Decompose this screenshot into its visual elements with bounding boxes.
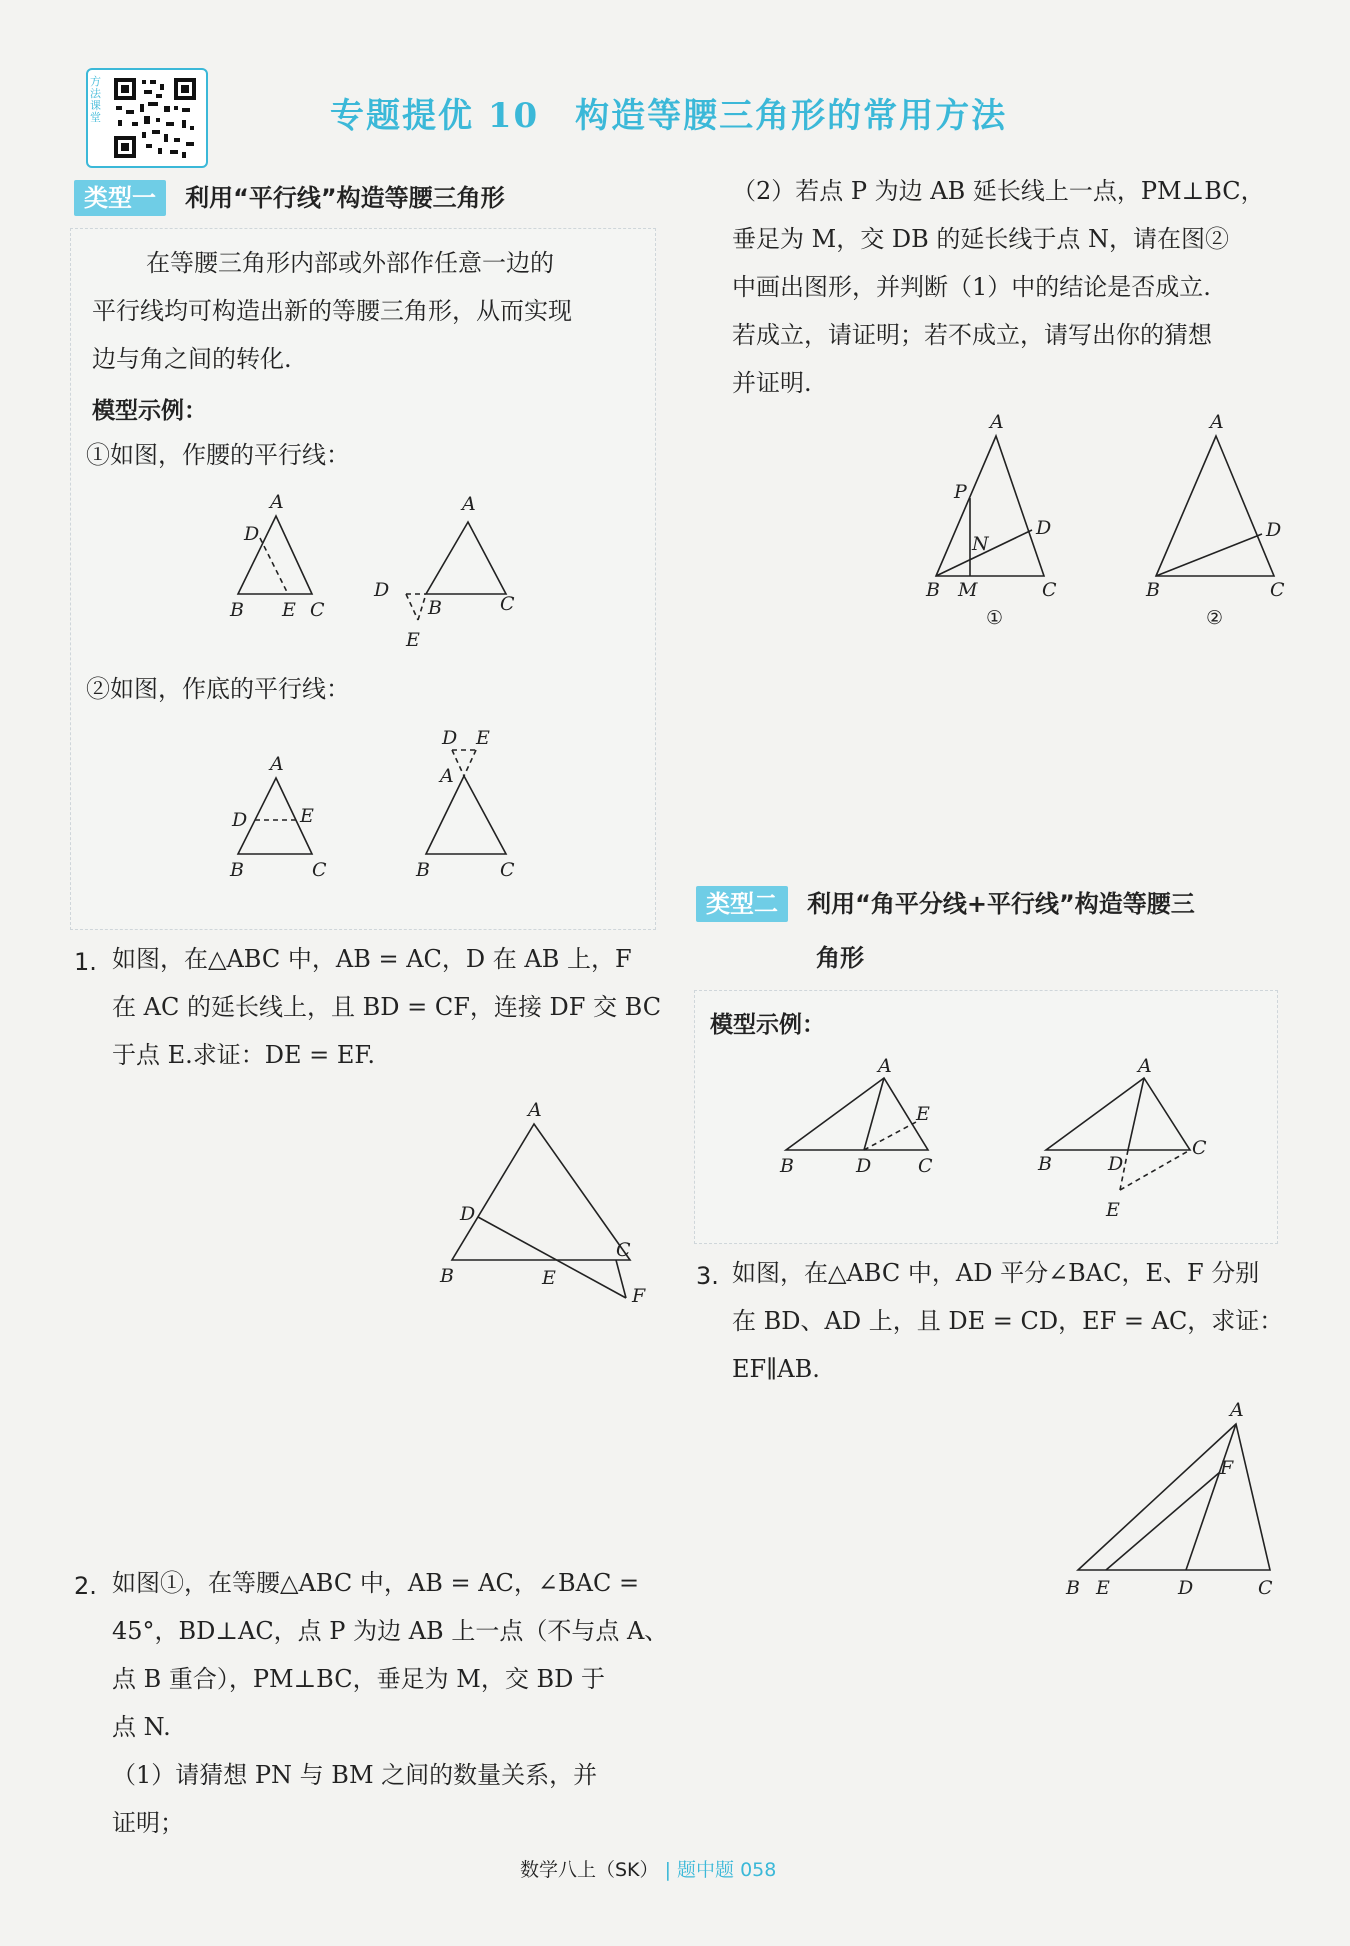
label-a: A bbox=[528, 1099, 542, 1121]
label-p: P bbox=[954, 481, 967, 503]
type2-heading-text: 利用“角平分线+平行线”构造等腰三 bbox=[807, 890, 1195, 918]
q1-number: 1. bbox=[74, 948, 97, 976]
label-a: A bbox=[878, 1055, 892, 1077]
label-d4: D bbox=[442, 727, 458, 749]
type1-tag: 类型一 bbox=[74, 180, 166, 216]
qr-code-badge[interactable] bbox=[86, 68, 208, 168]
label-b2: B bbox=[1038, 1153, 1052, 1175]
type1-case2-figure bbox=[220, 716, 530, 886]
q2-line-3: 点 B 重合），PM⊥BC，垂足为 M，交 BD 于 bbox=[112, 1665, 605, 1693]
footer-section: 题中题 bbox=[677, 1859, 735, 1881]
type2-tag: 类型二 bbox=[696, 886, 788, 922]
type1-case2-text: ②如图，作底的平行线： bbox=[86, 675, 350, 703]
q2-line-6: 证明； bbox=[112, 1809, 184, 1837]
q1-line-2: 在 AC 的延长线上，且 BD = CF，连接 DF 交 BC bbox=[112, 993, 662, 1021]
label-a: A bbox=[1230, 1399, 1244, 1421]
q2-line-2: 45°，BD⊥AC，点 P 为边 AB 上一点（不与点 A、 bbox=[112, 1617, 669, 1645]
type1-model-label: 模型示例： bbox=[92, 398, 207, 424]
page-footer: 数学八上（SK） | 题中题 058 bbox=[520, 1859, 777, 1881]
label-b: B bbox=[230, 599, 244, 621]
q1-figure bbox=[430, 1090, 660, 1310]
label-e: E bbox=[542, 1267, 556, 1289]
q2b-line-2: 垂足为 M，交 DB 的延长线于点 N，请在图② bbox=[732, 225, 1229, 253]
triangle-abc-q3 bbox=[1078, 1424, 1270, 1570]
qr-caption: 方法课堂 bbox=[90, 75, 101, 124]
q2-line-5: （1）请猜想 PN 与 BM 之间的数量关系，并 bbox=[112, 1761, 598, 1789]
label-e2: E bbox=[406, 629, 420, 651]
triangle-abc-q1 bbox=[452, 1124, 630, 1260]
type1-intro-line-2: 平行线均可构造出新的等腰三角形，从而实现 bbox=[92, 297, 572, 325]
label-c: C bbox=[616, 1239, 631, 1261]
label-b4: B bbox=[416, 859, 430, 881]
label-d3: D bbox=[232, 809, 248, 831]
type1-intro-line-3: 边与角之间的转化. bbox=[92, 345, 292, 373]
triangle-abc-t2a bbox=[786, 1078, 928, 1150]
label-d: D bbox=[460, 1203, 476, 1225]
label-d: D bbox=[244, 523, 260, 545]
label-a3: A bbox=[270, 753, 284, 775]
type1-case1-figure bbox=[220, 486, 530, 656]
label-n: N bbox=[972, 533, 989, 555]
label-c2: C bbox=[1270, 579, 1285, 601]
label-a: A bbox=[990, 411, 1004, 433]
triangle-abc-2 bbox=[426, 522, 506, 594]
q1-line-3: 于点 E.求证：DE = EF. bbox=[112, 1041, 375, 1069]
q2b-line-4: 若成立，请证明；若不成立，请写出你的猜想 bbox=[732, 321, 1212, 349]
label-a2: A bbox=[462, 493, 476, 515]
label-c: C bbox=[1042, 579, 1057, 601]
type2-model-label: 模型示例： bbox=[710, 1012, 825, 1038]
triangle-abc-fig2 bbox=[1156, 436, 1274, 576]
label-e: E bbox=[916, 1103, 930, 1125]
label-m: M bbox=[958, 579, 978, 601]
triangle-abc-fig1 bbox=[936, 436, 1044, 576]
q2b-line-3: 中画出图形，并判断（1）中的结论是否成立. bbox=[732, 273, 1211, 301]
triangle-abc-t2b bbox=[1046, 1078, 1190, 1150]
q2-line-1: 如图①，在等腰△ABC 中，AB = AC，∠BAC = bbox=[112, 1569, 640, 1597]
q3-line-3: EF∥AB. bbox=[732, 1355, 820, 1383]
label-b3: B bbox=[230, 859, 244, 881]
q3-number: 3. bbox=[696, 1262, 719, 1290]
label-e: E bbox=[282, 599, 296, 621]
parallel-de bbox=[864, 1122, 916, 1150]
bisector-ad bbox=[864, 1078, 884, 1150]
q2b-line-1: （2）若点 P 为边 AB 延长线上一点，PM⊥BC， bbox=[732, 177, 1265, 205]
triangle-abc-4 bbox=[426, 776, 506, 854]
label-e3: E bbox=[300, 805, 314, 827]
label-a2: A bbox=[1138, 1055, 1152, 1077]
fig2-caption: ② bbox=[1206, 607, 1224, 629]
label-b: B bbox=[1066, 1577, 1080, 1599]
q2-line-4: 点 N. bbox=[112, 1713, 171, 1741]
label-c: C bbox=[1258, 1577, 1273, 1599]
type2-heading-cont: 角形 bbox=[816, 944, 864, 972]
footer-page-number: 058 bbox=[740, 1859, 777, 1881]
label-e: E bbox=[1096, 1577, 1110, 1599]
parallel-line-de bbox=[260, 538, 288, 594]
type1-case1-text: ①如图，作腰的平行线： bbox=[86, 441, 350, 469]
label-d: D bbox=[856, 1155, 872, 1177]
type1-heading-text: 利用“平行线”构造等腰三角形 bbox=[185, 184, 505, 212]
label-c4: C bbox=[500, 859, 515, 881]
label-d: D bbox=[1178, 1577, 1194, 1599]
label-d2: D bbox=[1108, 1153, 1124, 1175]
label-b2: B bbox=[428, 597, 442, 619]
label-d2: D bbox=[1266, 519, 1282, 541]
type1-intro-line-1: 在等腰三角形内部或外部作任意一边的 bbox=[146, 249, 554, 277]
type2-figures bbox=[770, 1050, 1220, 1230]
label-b: B bbox=[440, 1265, 454, 1287]
label-b2: B bbox=[1146, 579, 1160, 601]
label-b: B bbox=[780, 1155, 794, 1177]
label-c2: C bbox=[500, 593, 515, 615]
type2-heading bbox=[696, 884, 1195, 919]
label-c: C bbox=[310, 599, 325, 621]
label-a4: A bbox=[440, 765, 454, 787]
q2b-line-5: 并证明. bbox=[732, 369, 812, 397]
q3-line-1: 如图，在△ABC 中，AD 平分∠BAC，E、F 分别 bbox=[732, 1259, 1260, 1287]
label-a2: A bbox=[1210, 411, 1224, 433]
q2-figures bbox=[910, 410, 1290, 640]
q2-number: 2. bbox=[74, 1572, 97, 1600]
label-c2: C bbox=[1192, 1137, 1207, 1159]
label-f: F bbox=[1220, 1457, 1234, 1479]
footer-book: 数学八上（SK） bbox=[520, 1859, 659, 1881]
label-b: B bbox=[926, 579, 940, 601]
qr-code-icon bbox=[112, 76, 198, 160]
label-a: A bbox=[270, 491, 284, 513]
bisector-ad bbox=[1186, 1424, 1236, 1570]
label-e4: E bbox=[476, 727, 490, 749]
label-c3: C bbox=[312, 859, 327, 881]
fig1-caption: ① bbox=[986, 607, 1004, 629]
type1-heading bbox=[74, 178, 505, 213]
page-title: 专题提优 10 构造等腰三角形的常用方法 bbox=[330, 96, 1008, 136]
q3-figure bbox=[1060, 1394, 1290, 1614]
label-e2: E bbox=[1106, 1199, 1120, 1221]
label-d2: D bbox=[374, 579, 390, 601]
label-f: F bbox=[632, 1285, 646, 1307]
q1-line-1: 如图，在△ABC 中，AB = AC，D 在 AB 上，F bbox=[112, 945, 632, 973]
label-c: C bbox=[918, 1155, 933, 1177]
label-d: D bbox=[1036, 517, 1052, 539]
q3-line-2: 在 BD、AD 上，且 DE = CD，EF = AC，求证： bbox=[732, 1307, 1284, 1335]
